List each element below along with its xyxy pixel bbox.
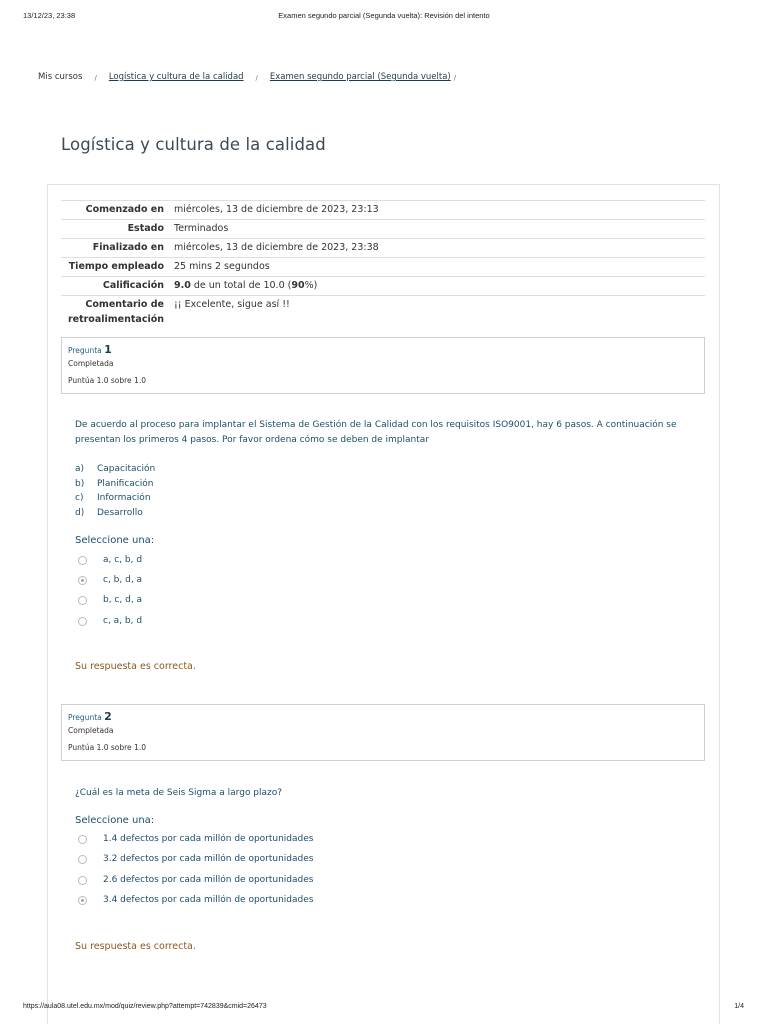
print-header: [0, 11, 768, 23]
radio-button-selected[interactable]: [78, 576, 87, 585]
list-item-text: Capacitación: [97, 464, 156, 474]
list-item-text: Desarrollo: [97, 507, 143, 518]
list-item: [75, 491, 155, 506]
question-grade: Puntúa 1.0 sobre 1.0: [68, 376, 146, 385]
answer-option[interactable]: [78, 875, 313, 885]
answer-option[interactable]: [78, 595, 142, 605]
radio-button[interactable]: [78, 835, 87, 844]
summary-row-time-taken: [61, 258, 705, 277]
print-page-number: 1/4: [734, 1003, 744, 1010]
select-one-prompt: Seleccione una:: [75, 535, 155, 546]
radio-button[interactable]: [78, 876, 87, 885]
question-label: Pregunta: [68, 346, 102, 355]
summary-label: Calificación: [102, 280, 164, 291]
question-info-2: [61, 704, 705, 761]
answer-option[interactable]: [78, 854, 313, 864]
answer-label: c, a, b, d: [103, 616, 143, 626]
answer-option[interactable]: [78, 895, 313, 905]
list-item-letter: a): [75, 464, 85, 474]
question-text-2: ¿Cuál es la meta de Seis Sigma a largo plazo?: [75, 788, 283, 798]
summary-label: Comentario de retroalimentación: [67, 299, 164, 325]
summary-label: Comenzado en: [85, 204, 164, 215]
print-footer: [0, 1003, 768, 1013]
breadcrumb-separator: /: [94, 74, 97, 82]
breadcrumb-course[interactable]: Logística y cultura de la calidad: [108, 72, 244, 82]
radio-button[interactable]: [78, 617, 87, 626]
answer-option[interactable]: [78, 555, 142, 565]
grade-percent: 90: [291, 280, 305, 291]
answer-label: 1.4 defectos por cada millón de oportunidades: [103, 834, 314, 844]
question-label: Pregunta: [68, 713, 102, 722]
attempt-summary-table: [61, 200, 705, 329]
summary-row-grade: [61, 277, 705, 296]
print-url: https://aula08.utel.edu.mx/mod/quiz/review.php?attempt=742839&cmid=26473: [23, 1003, 267, 1010]
radio-button[interactable]: [78, 855, 87, 864]
radio-button[interactable]: [78, 556, 87, 565]
summary-value: 25 mins 2 segundos: [174, 261, 270, 272]
answer-label: 3.4 defectos por cada millón de oportunidades: [103, 895, 314, 905]
question-state: Completada: [68, 726, 114, 735]
summary-value: ¡¡ Excelente, sigue así !!: [174, 299, 290, 310]
breadcrumb-my-courses[interactable]: Mis cursos: [38, 72, 83, 82]
list-item-letter: d): [75, 507, 85, 518]
radio-button-selected[interactable]: [78, 896, 87, 905]
summary-label: Finalizado en: [92, 242, 164, 253]
list-item-text: Planificación: [97, 478, 154, 489]
answer-label: b, c, d, a: [103, 595, 143, 605]
question-grade: Puntúa 1.0 sobre 1.0: [68, 743, 146, 752]
grade-score: 9.0: [174, 280, 191, 291]
question-text-1: De acuerdo al proceso para implantar el Sistema de Gestión de la Calidad con los requisitos ISO9001, hay 6 pasos. A continuación se presentan los primeros 4 pasos. Por favor ordena cómo se deben de implantar: [75, 420, 677, 445]
answer-feedback: Su respuesta es correcta.: [75, 941, 196, 952]
grade-total: de un total de 10.0 (: [190, 280, 292, 291]
summary-value: [164, 277, 705, 296]
summary-label: Estado: [127, 223, 164, 234]
summary-value: miércoles, 13 de diciembre de 2023, 23:13: [174, 204, 379, 215]
summary-row-state: [61, 220, 705, 239]
list-item: [75, 462, 155, 477]
list-item: [75, 477, 155, 492]
list-item: [75, 506, 155, 521]
list-item-letter: c): [75, 493, 84, 503]
breadcrumb-quiz[interactable]: Examen segundo parcial (Segunda vuelta): [269, 72, 451, 82]
select-one-prompt: Seleccione una:: [75, 815, 155, 826]
list-item-text: Información: [97, 493, 151, 503]
grade-percent-sign: %): [304, 280, 318, 291]
summary-label: Tiempo empleado: [68, 261, 164, 272]
question-number-value: 2: [104, 710, 112, 723]
answer-feedback: Su respuesta es correcta.: [75, 661, 196, 672]
question-number: [68, 710, 698, 723]
radio-button[interactable]: [78, 596, 87, 605]
breadcrumb-separator: /: [255, 74, 258, 82]
answer-label: 3.2 defectos por cada millón de oportunidades: [103, 854, 314, 864]
question-1-item-list: [75, 462, 155, 520]
breadcrumb: [38, 72, 468, 82]
answer-label: 2.6 defectos por cada millón de oportunidades: [103, 875, 314, 885]
print-date: 13/12/23, 23:38: [23, 11, 76, 20]
summary-row-finished: [61, 239, 705, 258]
answer-option[interactable]: [78, 834, 313, 844]
answer-option[interactable]: [78, 616, 142, 626]
breadcrumb-separator: /: [453, 74, 457, 82]
question-state: Completada: [68, 359, 114, 368]
list-item-letter: b): [75, 478, 85, 489]
summary-value: Terminados: [174, 223, 229, 234]
answer-label: a, c, b, d: [103, 555, 143, 565]
answer-label: c, b, d, a: [103, 575, 143, 585]
question-number-value: 1: [104, 343, 112, 356]
page-title: Logística y cultura de la calidad: [61, 135, 326, 154]
summary-value: miércoles, 13 de diciembre de 2023, 23:38: [174, 242, 379, 253]
question-number: [68, 343, 698, 356]
print-title: Examen segundo parcial (Segunda vuelta): Revisión del intento: [278, 11, 490, 20]
summary-row-feedback: [61, 296, 705, 330]
question-info-1: [61, 337, 705, 394]
summary-row-started: [61, 201, 705, 220]
answer-option[interactable]: [78, 575, 142, 585]
